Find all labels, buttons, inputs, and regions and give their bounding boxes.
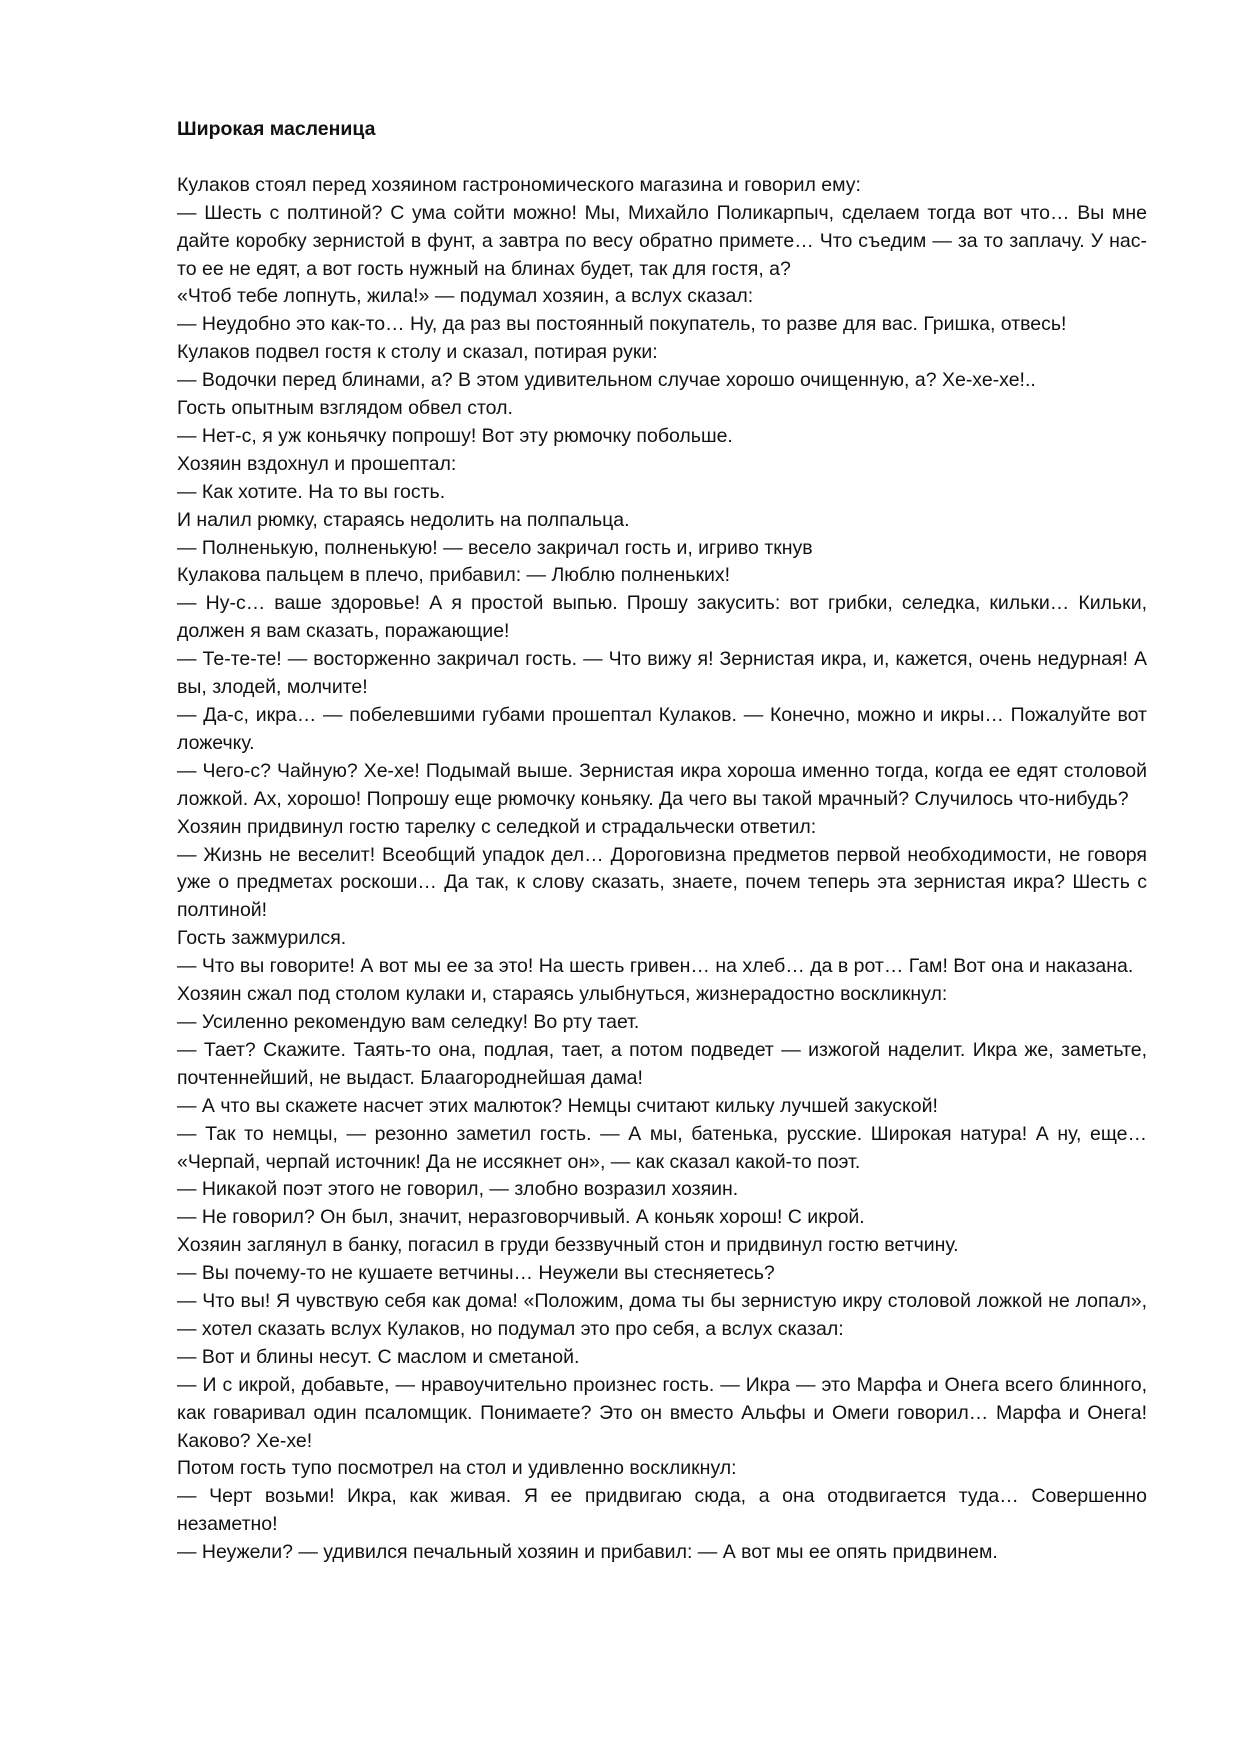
paragraph: — Неужели? — удивился печальный хозяин и прибавил: — А вот мы ее опять придвинем. bbox=[177, 1541, 998, 1564]
paragraph: — И с икрой, добавьте, — нравоучительно произнес гость. — Икра — это Марфа и Онега всего блинного, как говаривал один псаломщик. Понимаете? Это он вместо Альфы и Омеги говорил… Марфа и Онега! Каково? Хе-хе! bbox=[177, 1373, 1147, 1452]
paragraph: — Тает? Скажите. Таять-то она, подлая, тает, а потом подведет — изжогой наделит. Икра же, заметьте, почтеннейший, не выдаст. Блаагороднейшая дама! bbox=[177, 1038, 1147, 1089]
paragraph: — Так то немцы, — резонно заметил гость. — А мы, батенька, русские. Широкая натура! А ну, еще… «Черпай, черпай источник! Да не иссякнет он», — как сказал какой-то поэт. bbox=[177, 1122, 1147, 1173]
paragraph: — Жизнь не веселит! Всеобщий упадок дел… Дороговизна предметов первой необходимости, не говоря уже о предметах роскоши… Да так, к слову сказать, знаете, почем теперь эта зернистая икра? Шесть с полтиной! bbox=[177, 843, 1147, 922]
paragraph: Гость зажмурился. bbox=[177, 927, 347, 950]
document-title: Широкая масленица bbox=[177, 118, 376, 140]
paragraph: — Да-с, икра… — побелевшими губами прошептал Кулаков. — Конечно, можно и икры… Пожалуйте вот ложечку. bbox=[177, 704, 1147, 754]
paragraph: «Чтоб тебе лопнуть, жила!» — подумал хозяин, а вслух сказал: bbox=[177, 285, 754, 308]
paragraph: — Вот и блины несут. С маслом и сметаной. bbox=[177, 1345, 580, 1368]
paragraph: — Чего-с? Чайную? Хе-хе! Подымай выше. Зернистая икра хороша именно тогда, когда ее едят столовой ложкой. Ах, хорошо! Попрошу еще рюмочку коньяку. Да чего вы такой мрачный? Случилось что-нибудь? bbox=[177, 759, 1147, 810]
paragraph: Кулакова пальцем в плечо, прибавил: — Люблю полненьких! bbox=[177, 564, 731, 587]
paragraph: — Усиленно рекомендую вам селедку! Во рту тает. bbox=[177, 1010, 640, 1033]
paragraph: И налил рюмку, стараясь недолить на полпальца. bbox=[177, 508, 630, 531]
paragraph: — Никакой поэт этого не говорил, — злобно возразил хозяин. bbox=[177, 1178, 739, 1201]
paragraph: — Как хотите. На то вы гость. bbox=[177, 480, 446, 503]
paragraph: — Что вы говорите! А вот мы ее за это! На шесть гривен… на хлеб… да в рот… Гам! Вот она и наказана. bbox=[177, 955, 1134, 978]
paragraph: Потом гость тупо посмотрел на стол и удивленно воскликнул: bbox=[177, 1457, 737, 1480]
paragraph: Хозяин придвинул гостю тарелку с селедкой и страдальчески ответил: bbox=[177, 815, 817, 838]
paragraph: Хозяин сжал под столом кулаки и, стараясь улыбнуться, жизнерадостно воскликнул: bbox=[177, 983, 948, 1006]
paragraph: — Не говорил? Он был, значит, неразговорчивый. А коньяк хорош! С икрой. bbox=[177, 1206, 865, 1229]
paragraph: — Водочки перед блинами, а? В этом удивительном случае хорошо очищенную, а? Хе-хе-хе!.. bbox=[177, 369, 1036, 392]
paragraph: Кулаков стоял перед хозяином гастрономического магазина и говорил ему: bbox=[177, 173, 861, 196]
paragraph: Хозяин вздохнул и прошептал: bbox=[177, 452, 457, 475]
paragraph: Гость опытным взглядом обвел стол. bbox=[177, 397, 513, 420]
paragraph: — Полненькую, полненькую! — весело закричал гость и, игриво ткнув bbox=[177, 536, 813, 559]
document-body bbox=[177, 172, 1147, 1567]
paragraph: — Ну-с… ваше здоровье! А я простой выпью. Прошу закусить: вот грибки, селедка, кильки… Кильки, должен я вам сказать, поражающие! bbox=[177, 592, 1147, 643]
paragraph: — Шесть с полтиной? С ума сойти можно! Мы, Михайло Поликарпыч, сделаем тогда вот что… Вы мне дайте коробку зернистой в фунт, а завтра по весу обратно примете… Что съедим — за то заплачу. У нас-то ее не едят, а вот гость нужный на блинах будет, так для гостя, а? bbox=[177, 201, 1147, 280]
paragraph: Кулаков подвел гостя к столу и сказал, потирая руки: bbox=[177, 341, 658, 364]
paragraph: — Черт возьми! Икра, как живая. Я ее придвигаю сюда, а она отодвигается туда… Совершенно незаметно! bbox=[177, 1485, 1147, 1536]
paragraph: — Те-те-те! — восторженно закричал гость. — Что вижу я! Зернистая икра, и, кажется, очень недурная! А вы, злодей, молчите! bbox=[177, 648, 1147, 699]
paragraph: — Что вы! Я чувствую себя как дома! «Положим, дома ты бы зернистую икру столовой ложкой не лопал», — хотел сказать вслух Кулаков, но подумал это про себя, а вслух сказал: bbox=[177, 1290, 1147, 1340]
paragraph: — А что вы скажете насчет этих малюток? Немцы считают кильку лучшей закуской! bbox=[177, 1094, 938, 1117]
paragraph: — Нет-с, я уж коньячку попрошу! Вот эту рюмочку побольше. bbox=[177, 424, 733, 447]
paragraph: Хозяин заглянул в банку, погасил в груди беззвучный стон и придвинул гостю ветчину. bbox=[177, 1234, 959, 1257]
paragraph: — Вы почему-то не кушаете ветчины… Неужели вы стесняетесь? bbox=[177, 1262, 775, 1285]
paragraph: — Неудобно это как-то… Ну, да раз вы постоянный покупатель, то разве для вас. Гришка, отвесь! bbox=[177, 313, 1067, 336]
document-page bbox=[177, 116, 1147, 1567]
